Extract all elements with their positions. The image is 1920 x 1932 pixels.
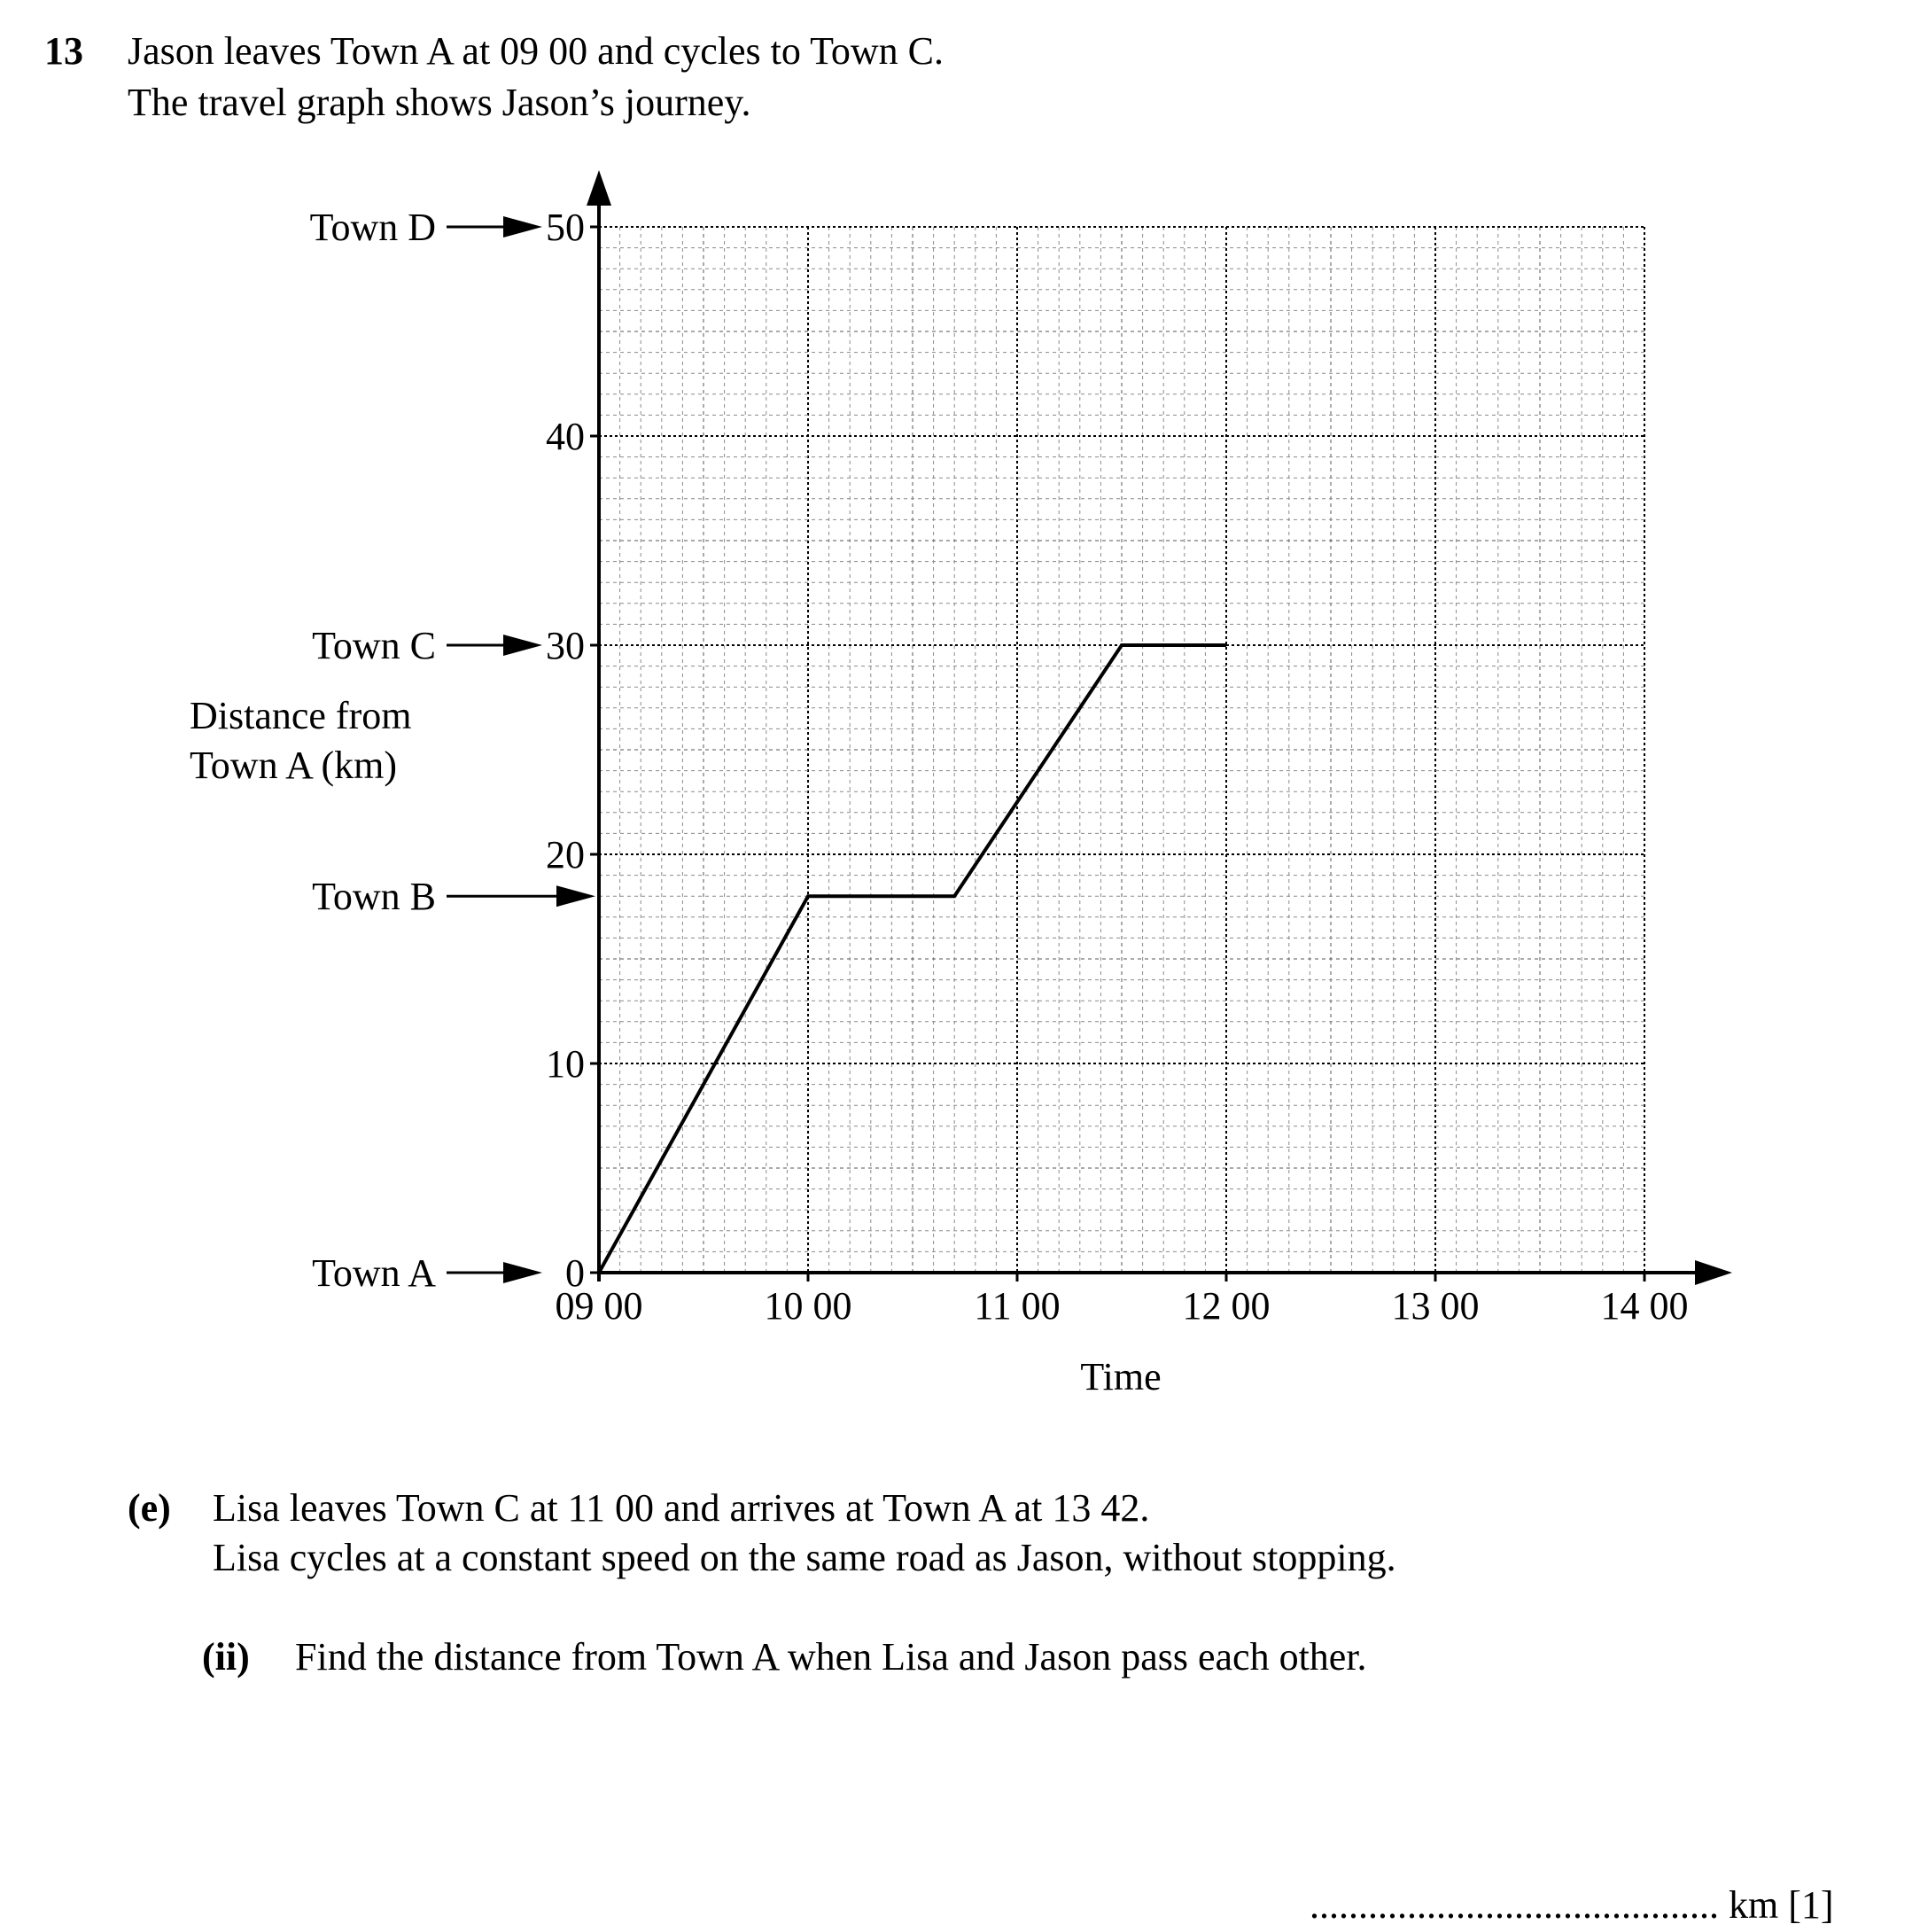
y-axis-label-line: Town A (km) [190,744,398,787]
town-marker-label: Town B [312,875,436,919]
answer-line [1310,1881,1834,1930]
x-tick-label: 14 00 [1600,1284,1689,1328]
town-marker-arrowhead [503,216,542,238]
town-marker-arrowhead [503,635,542,656]
y-tick-label: 0 [565,1251,585,1295]
chart-labels [190,206,1689,1398]
x-tick-label: 12 00 [1182,1284,1271,1328]
question-intro-line2: The travel graph shows Jason’s journey. [128,81,751,124]
y-tick-label: 20 [546,833,585,876]
question-number: 13 [44,29,83,73]
y-tick-label: 50 [546,206,585,249]
y-tick-label: 10 [546,1042,585,1086]
town-marker-arrowhead [556,885,595,907]
answer-unit: km [1] [1729,1883,1834,1927]
town-marker-label: Town C [312,624,436,667]
x-axis-label: Time [1080,1355,1162,1398]
part-e-label: (e) [128,1486,171,1530]
y-axis-arrowhead [587,170,611,206]
x-tick-label: 13 00 [1391,1284,1480,1328]
x-tick-label: 09 00 [555,1284,643,1328]
y-tick-label: 30 [546,624,585,667]
x-tick-label: 10 00 [764,1284,852,1328]
town-marker-label: Town D [309,206,436,249]
question-intro-line1: Jason leaves Town A at 09 00 and cycles to Town C. [128,29,944,73]
part-ii-text: Find the distance from Town A when Lisa and Jason pass each other. [295,1635,1367,1679]
y-tick-label: 40 [546,415,585,458]
part-e-line1: Lisa leaves Town C at 11 00 and arrives at Town A at 13 42. [213,1486,1150,1530]
chart-grid [599,227,1644,1273]
x-axis-arrowhead [1695,1260,1732,1285]
town-marker-label: Town A [312,1251,436,1295]
x-tick-label: 11 00 [974,1284,1061,1328]
answer-dots: .......................................... [1310,1883,1719,1927]
chart-axes [587,170,1732,1285]
town-marker-arrowhead [503,1262,542,1283]
part-e-line2: Lisa cycles at a constant speed on the same road as Jason, without stopping. [213,1536,1396,1579]
y-axis-label-line: Distance from [190,694,412,737]
part-ii-label: (ii) [202,1635,250,1679]
